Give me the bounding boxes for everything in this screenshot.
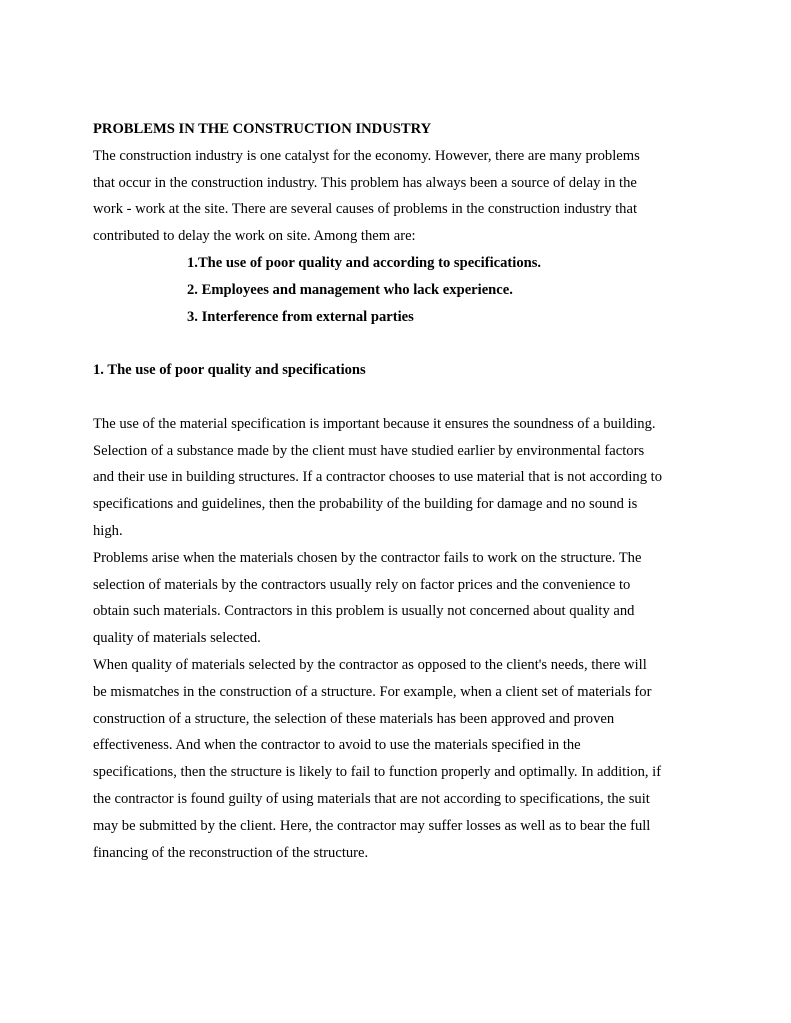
paragraph-2	[93, 545, 733, 652]
page-title: PROBLEMS IN THE CONSTRUCTION INDUSTRY	[93, 121, 432, 137]
paragraph-line: obtain such materials. Contractors in this problem is usually not concerned about quality and	[93, 603, 635, 620]
paragraph-line: effectiveness. And when the contractor to avoid to use the materials specified in the	[93, 737, 581, 754]
paragraph-line: high.	[93, 522, 123, 539]
paragraph-1	[93, 411, 733, 545]
problem-list	[93, 250, 733, 330]
intro-line: contributed to delay the work on site. Among them are:	[93, 228, 416, 245]
paragraph-line: financing of the reconstruction of the structure.	[93, 844, 369, 861]
intro-line: that occur in the construction industry. This problem has always been a source of delay in the	[93, 174, 637, 191]
intro-paragraph	[93, 143, 733, 250]
document-page	[93, 116, 733, 866]
paragraph-line: When quality of materials selected by the contractor as opposed to the client's needs, there will	[93, 656, 647, 673]
list-item: 3. Interference from external parties	[187, 308, 414, 325]
paragraph-line: the contractor is found guilty of using materials that are not according to specifications, the suit	[93, 790, 650, 807]
paragraph-line: The use of the material specification is important because it ensures the soundness of a building.	[93, 415, 656, 432]
paragraph-line: selection of materials by the contractors usually rely on factor prices and the convenience to	[93, 576, 631, 593]
paragraph-line: be mismatches in the construction of a structure. For example, when a client set of materials for	[93, 683, 652, 700]
paragraph-line: Problems arise when the materials chosen by the contractor fails to work on the structure. The	[93, 549, 642, 566]
blank-line	[93, 330, 733, 357]
section-heading: 1. The use of poor quality and specifications	[93, 362, 366, 379]
paragraph-line: construction of a structure, the selection of these materials has been approved and proven	[93, 710, 615, 727]
list-item: 1.The use of poor quality and according to specifications.	[187, 254, 542, 271]
paragraph-line: specifications, then the structure is likely to fail to function properly and optimally. In addition, if	[93, 764, 662, 781]
paragraph-line: specifications and guidelines, then the probability of the building for damage and no sound is	[93, 496, 638, 513]
paragraph-line: and their use in building structures. If a contractor chooses to use material that is not according to	[93, 469, 662, 486]
paragraph-3	[93, 652, 733, 866]
paragraph-line: may be submitted by the client. Here, the contractor may suffer losses as well as to bear the full	[93, 817, 651, 834]
paragraph-line: Selection of a substance made by the client must have studied earlier by environmental factors	[93, 442, 645, 459]
list-item: 2. Employees and management who lack experience.	[187, 281, 513, 298]
intro-line: work - work at the site. There are several causes of problems in the construction industry that	[93, 201, 637, 218]
paragraph-line: quality of materials selected.	[93, 630, 261, 647]
intro-line: The construction industry is one catalyst for the economy. However, there are many problems	[93, 147, 640, 164]
blank-line	[93, 384, 733, 411]
